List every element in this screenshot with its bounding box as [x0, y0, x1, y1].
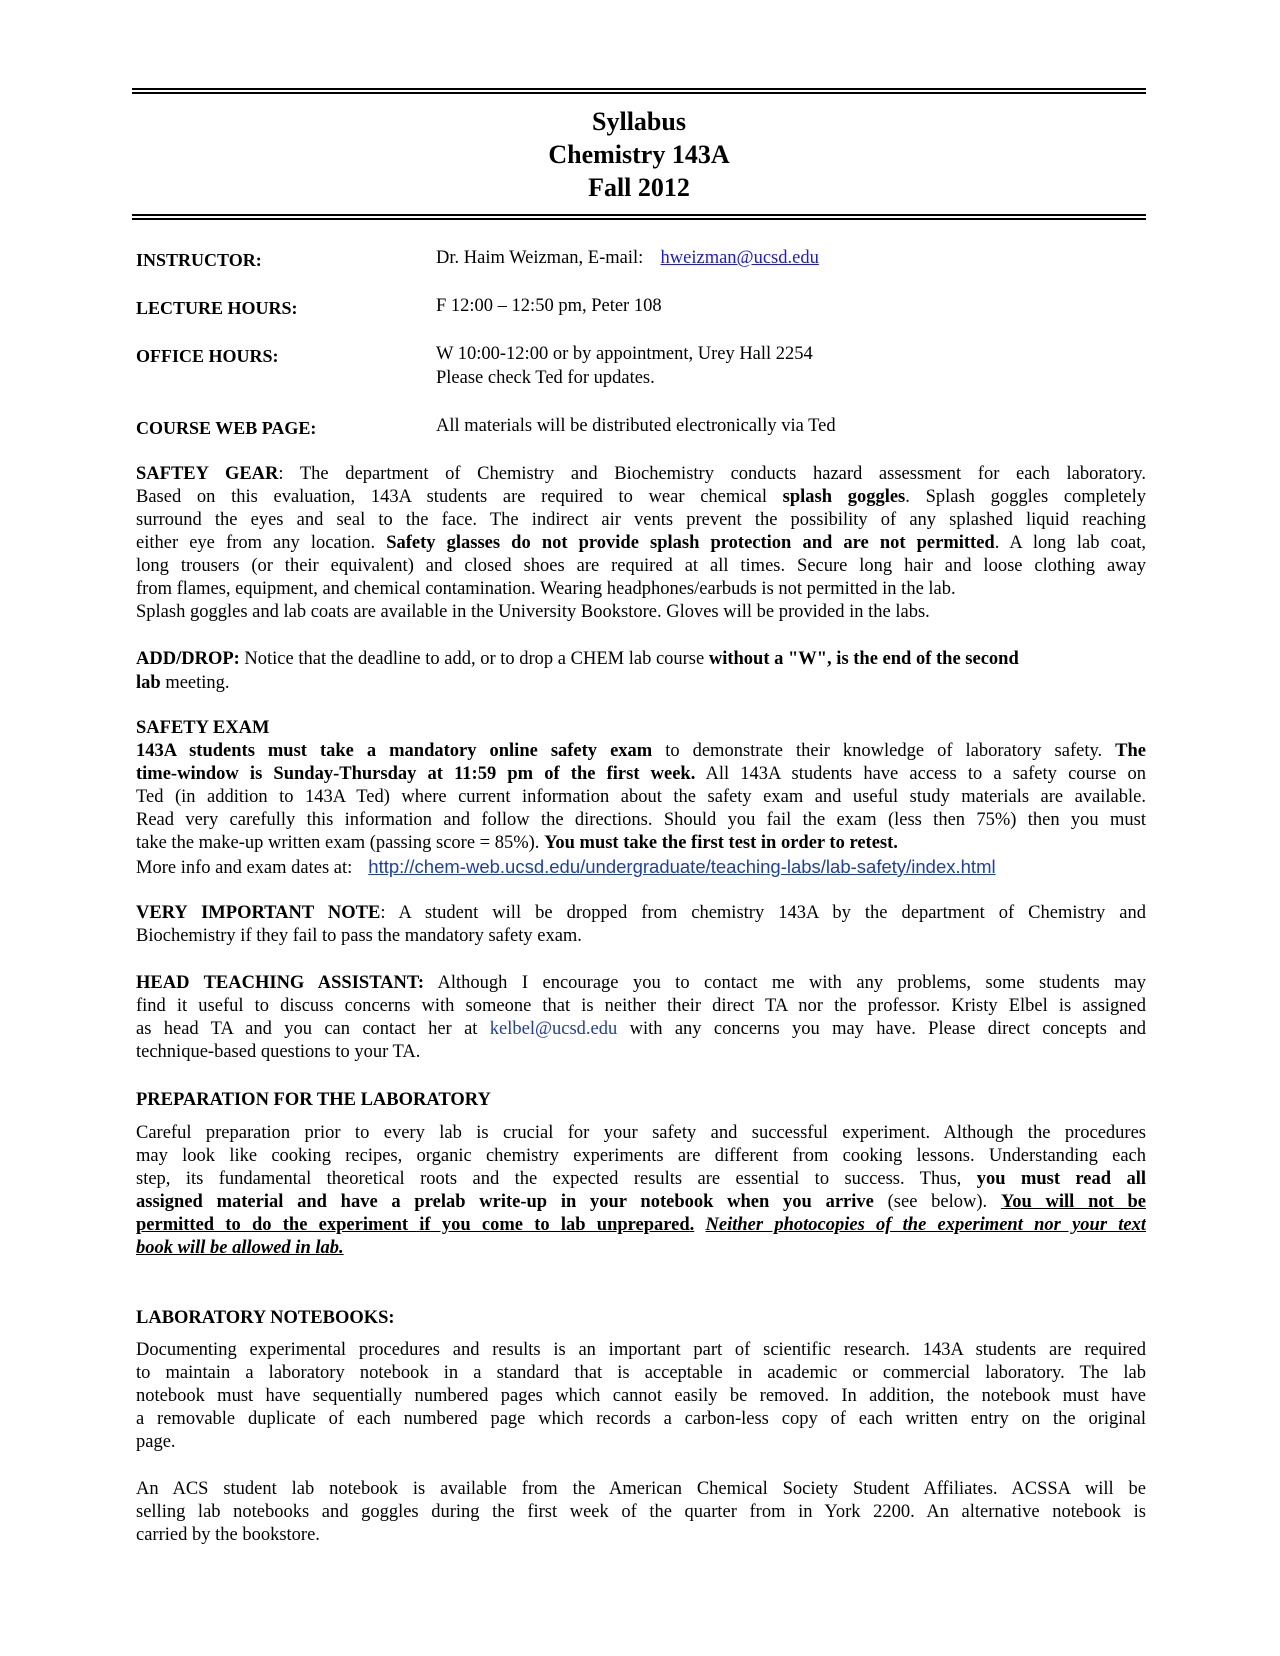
add-drop-line-2: lab meeting. [136, 673, 230, 693]
notebooks-p1-line-3: notebook must have sequentially numbered pages which cannot easily be removed. In addition, the notebook must have [136, 1386, 1146, 1406]
head-ta-line-1: HEAD TEACHING ASSISTANT: Although I encourage you to contact me with any problems, some students may [136, 973, 1146, 993]
safety-gear-line-1: SAFTEY GEAR: The department of Chemistry and Biochemistry conducts hazard assessment for each laboratory. [136, 464, 1146, 484]
bottom-double-rule [132, 214, 1146, 220]
add-drop-line-1: ADD/DROP: Notice that the deadline to add, or to drop a CHEM lab course without a "W", is the end of the second [136, 649, 1019, 669]
notebooks-p2-line-3: carried by the bookstore. [136, 1525, 320, 1545]
term-title: Fall 2012 [588, 173, 690, 202]
instructor-email-link[interactable]: hweizman@ucsd.edu [660, 248, 819, 268]
safety-gear-line-2: Based on this evaluation, 143A students are required to wear chemical splash goggles. Splash goggles completely [136, 487, 1146, 507]
instructor-value [436, 246, 819, 270]
preparation-line-3: step, its fundamental theoretical roots and the expected results are essential to success. Thus, you must read all [136, 1169, 1146, 1189]
notebooks-p1-line-4: a removable duplicate of each numbered page which records a carbon-less copy of each written entry on the original [136, 1409, 1146, 1429]
important-note-line-2: Biochemistry if they fail to pass the mandatory safety exam. [136, 926, 582, 946]
safety-gear-label: SAFTEY GEAR [136, 464, 279, 484]
safety-gear-line-6: from flames, equipment, and chemical contamination. Wearing headphones/earbuds is not permitted in the lab. [136, 579, 956, 599]
important-note-label: VERY IMPORTANT NOTE [136, 903, 381, 923]
head-ta-line-4: technique-based questions to your TA. [136, 1042, 421, 1062]
safety-gear-line-4: either eye from any location. Safety glasses do not provide splash protection and are not permitted. A long lab coat, [136, 533, 1146, 553]
notebooks-p1-line-5: page. [136, 1432, 176, 1452]
safety-gear-line-5: long trousers (or their equivalent) and closed shoes are required at all times. Secure long hair and loose clothing away [136, 556, 1146, 576]
preparation-line-2: may look like cooking recipes, organic chemistry experiments are different from cooking lessons. Understanding each [136, 1146, 1146, 1166]
safety-exam-line-6: More info and exam dates at: http://chem-web.ucsd.edu/undergraduate/teaching-labs/lab-safety/index.html [136, 856, 996, 878]
safety-exam-line-3: Ted (in addition to 143A Ted) where current information about the safety exam and useful study materials are available. [136, 787, 1146, 807]
notebooks-p2-line-2: selling lab notebooks and goggles during the first week of the quarter from in York 2200. An alternative notebook is [136, 1502, 1146, 1522]
course-title: Chemistry 143A [548, 140, 730, 169]
head-ta-email[interactable]: kelbel@ucsd.edu [489, 1019, 618, 1039]
office-hours-label: OFFICE HOURS: [136, 346, 279, 366]
safety-exam-line-4: Read very carefully this information and follow the directions. Should you fail the exam (less then 75%) then you must [136, 810, 1146, 830]
lecture-hours-value: F 12:00 – 12:50 pm, Peter 108 [436, 296, 662, 316]
head-ta-line-2: find it useful to discuss concerns with someone that is neither their direct TA nor the professor. Kristy Elbel is assigned [136, 996, 1146, 1016]
lecture-hours-label: LECTURE HOURS: [136, 298, 298, 318]
notebooks-p2-line-1: An ACS student lab notebook is available from the American Chemical Society Student Affiliates. ACSSA will be [136, 1479, 1146, 1499]
safety-gear-line-7: Splash goggles and lab coats are available in the University Bookstore. Gloves will be provided in the labs. [136, 602, 930, 622]
office-hours-value-2: Please check Ted for updates. [436, 368, 655, 388]
course-web-label: COURSE WEB PAGE: [136, 418, 317, 438]
instructor-label: INSTRUCTOR: [136, 250, 262, 270]
preparation-line-5: permitted to do the experiment if you come to lab unprepared. Neither photocopies of the experiment nor your text [136, 1215, 1146, 1235]
safety-exam-line-2: time-window is Sunday-Thursday at 11:59 pm of the first week. All 143A students have access to a safety course on [136, 764, 1146, 784]
office-hours-value-1: W 10:00-12:00 or by appointment, Urey Hall 2254 [436, 344, 813, 364]
doc-title: Syllabus [592, 107, 686, 136]
top-double-rule [132, 88, 1146, 94]
preparation-line-1: Careful preparation prior to every lab is crucial for your safety and successful experiment. Although the procedures [136, 1123, 1146, 1143]
important-note-line-1: VERY IMPORTANT NOTE: A student will be dropped from chemistry 143A by the department of Chemistry and [136, 903, 1146, 923]
safety-exam-line-5: take the make-up written exam (passing score = 85%). You must take the first test in order to retest. [136, 833, 898, 853]
notebooks-p1-line-1: Documenting experimental procedures and results is an important part of scientific research. 143A students are required [136, 1340, 1146, 1360]
preparation-line-6: book will be allowed in lab. [136, 1238, 344, 1258]
notebooks-p1-line-2: to maintain a laboratory notebook in a standard that is acceptable in academic or commercial laboratory. The lab [136, 1363, 1146, 1383]
preparation-line-4: assigned material and have a prelab write-up in your notebook when you arrive (see below). You will not be [136, 1192, 1146, 1212]
head-ta-line-3: as head TA and you can contact her at kelbel@ucsd.edu with any concerns you may have. Please direct concepts and [136, 1019, 1146, 1039]
course-web-value: All materials will be distributed electronically via Ted [436, 416, 836, 436]
safety-gear-line-3: surround the eyes and seal to the face. The indirect air vents prevent the possibility of any splashed liquid reaching [136, 510, 1146, 530]
notebooks-heading: LABORATORY NOTEBOOKS: [136, 1308, 395, 1328]
preparation-heading: PREPARATION FOR THE LABORATORY [136, 1090, 491, 1110]
instructor-name: Dr. Haim Weizman, E-mail: [436, 248, 644, 268]
safety-exam-heading: SAFETY EXAM [136, 718, 270, 738]
add-drop-label: ADD/DROP: [136, 649, 240, 669]
head-ta-label: HEAD TEACHING ASSISTANT: [136, 973, 425, 993]
safety-info-link[interactable]: http://chem-web.ucsd.edu/undergraduate/teaching-labs/lab-safety/index.html [368, 856, 996, 877]
safety-exam-line-1: 143A students must take a mandatory online safety exam to demonstrate their knowledge of laboratory safety. The [136, 741, 1146, 761]
